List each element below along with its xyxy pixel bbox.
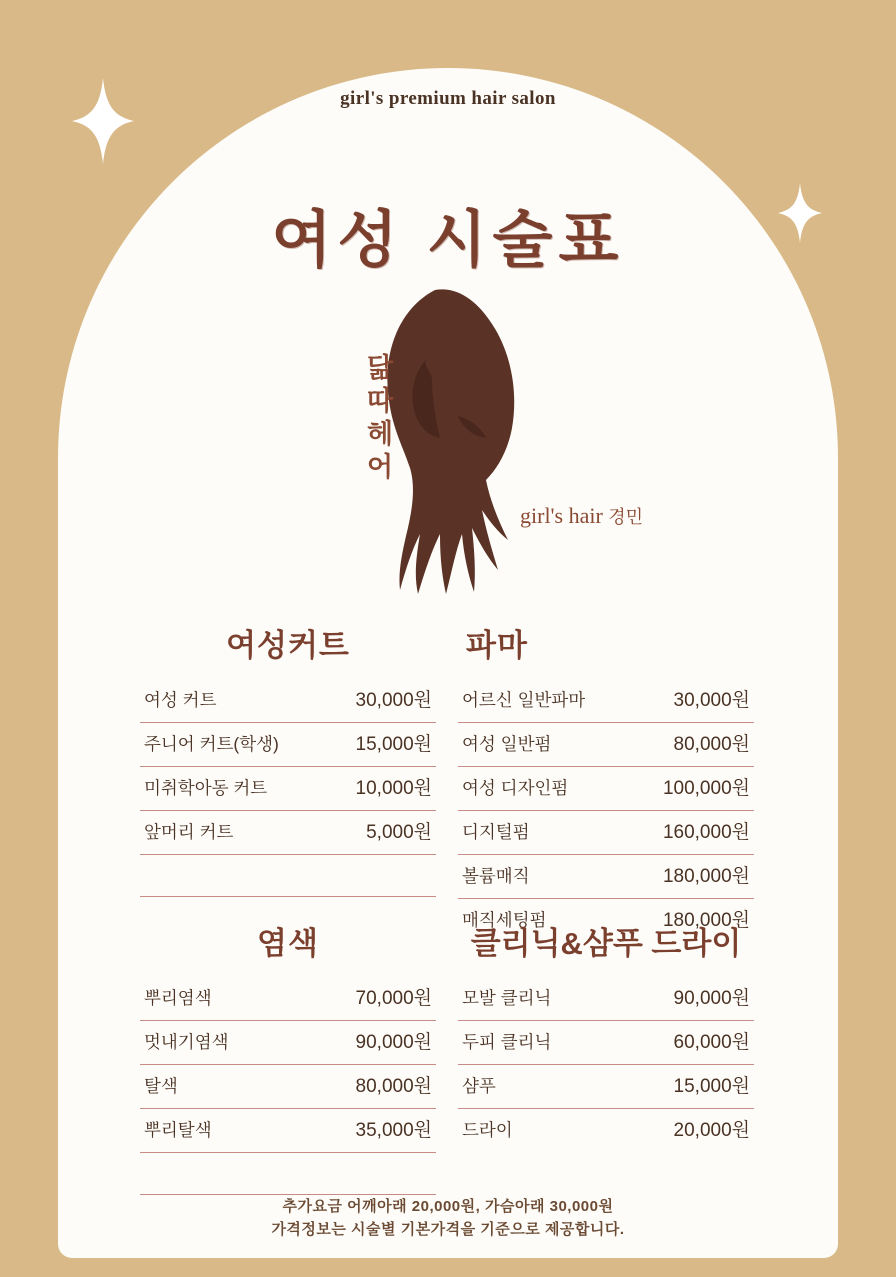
table-row bbox=[140, 1109, 436, 1153]
item-price: 90,000원 bbox=[673, 988, 750, 1009]
table-row bbox=[140, 767, 436, 811]
item-price: 60,000원 bbox=[673, 1032, 750, 1053]
table-row bbox=[458, 811, 754, 855]
table-row bbox=[140, 723, 436, 767]
table-row bbox=[458, 723, 754, 767]
item-price: 30,000원 bbox=[673, 690, 750, 711]
item-name: 어르신 일반파마 bbox=[462, 690, 586, 710]
item-price: 15,000원 bbox=[673, 1076, 750, 1097]
item-name: 여성 디자인펌 bbox=[462, 778, 569, 798]
section-color bbox=[140, 918, 436, 1195]
tagline: girl's premium hair salon bbox=[340, 88, 556, 109]
brand-char-4: 어 bbox=[366, 451, 394, 482]
table-row bbox=[140, 977, 436, 1021]
table-row bbox=[458, 1021, 754, 1065]
brand-char-3: 헤 bbox=[366, 418, 394, 449]
item-name: 두피 클리닉 bbox=[462, 1032, 552, 1052]
brand-vertical-name bbox=[360, 352, 400, 484]
item-price: 180,000원 bbox=[662, 866, 750, 887]
item-name: 볼륨매직 bbox=[462, 866, 530, 886]
item-name: 모발 클리닉 bbox=[462, 988, 552, 1008]
item-price: 160,000원 bbox=[662, 822, 750, 843]
item-name: 여성 일반펌 bbox=[462, 734, 552, 754]
item-name: 탈색 bbox=[144, 1076, 178, 1096]
item-price: 5,000원 bbox=[366, 822, 432, 843]
brand-char-1: 닮 bbox=[366, 353, 394, 383]
item-price: 35,000원 bbox=[355, 1120, 432, 1141]
page-title: 여성 시술표 bbox=[271, 206, 625, 275]
section-title-color: 염색 bbox=[257, 926, 319, 961]
table-row bbox=[458, 1109, 754, 1153]
footer-note-disclaimer: 가격정보는 시술별 기본가격을 기준으로 제공합니다. bbox=[271, 1220, 625, 1238]
item-name: 샴푸 bbox=[462, 1076, 496, 1096]
section-title-clinic: 클리닉&샴푸 드라이 bbox=[470, 926, 742, 961]
item-name: 뿌리탈색 bbox=[144, 1120, 212, 1140]
item-price: 20,000원 bbox=[673, 1120, 750, 1141]
table-row-blank bbox=[140, 855, 436, 897]
item-name: 미취학아동 커트 bbox=[144, 778, 268, 798]
section-title-cut: 여성커트 bbox=[226, 628, 350, 663]
brand-subtitle bbox=[520, 503, 643, 529]
item-name: 디지털펌 bbox=[462, 822, 530, 842]
brand-subtitle-kr: 경민 bbox=[608, 507, 644, 527]
section-clinic bbox=[458, 918, 754, 1153]
item-price: 80,000원 bbox=[355, 1076, 432, 1097]
item-price: 100,000원 bbox=[662, 778, 750, 799]
table-row bbox=[458, 855, 754, 899]
item-name: 주니어 커트(학생) bbox=[144, 734, 279, 754]
item-name: 드라이 bbox=[462, 1120, 513, 1140]
item-price: 30,000원 bbox=[355, 690, 432, 711]
table-row bbox=[140, 811, 436, 855]
item-name: 멋내기염색 bbox=[144, 1032, 229, 1052]
table-row bbox=[140, 679, 436, 723]
table-row-blank bbox=[140, 1153, 436, 1195]
table-row bbox=[458, 977, 754, 1021]
item-name: 앞머리 커트 bbox=[144, 822, 234, 842]
item-price: 70,000원 bbox=[355, 988, 432, 1009]
section-perm bbox=[458, 620, 754, 943]
item-price: 80,000원 bbox=[673, 734, 750, 755]
table-row bbox=[458, 767, 754, 811]
section-title-perm: 파마 bbox=[466, 628, 528, 663]
item-price: 180,000원 bbox=[662, 910, 750, 931]
item-name: 뿌리염색 bbox=[144, 988, 212, 1008]
brand-subtitle-en: girl's hair bbox=[520, 503, 609, 528]
item-price: 10,000원 bbox=[355, 778, 432, 799]
table-row bbox=[458, 1065, 754, 1109]
table-row bbox=[140, 1065, 436, 1109]
brand-char-2: 따 bbox=[366, 385, 394, 416]
footer-notes bbox=[0, 1195, 896, 1242]
table-row bbox=[140, 1021, 436, 1065]
item-price: 90,000원 bbox=[355, 1032, 432, 1053]
item-name: 여성 커트 bbox=[144, 690, 217, 710]
footer-note-surcharge: 추가요금 어깨아래 20,000원, 가슴아래 30,000원 bbox=[282, 1197, 614, 1215]
item-price: 15,000원 bbox=[355, 734, 432, 755]
table-row bbox=[458, 679, 754, 723]
section-cut bbox=[140, 620, 436, 897]
item-name: 매직세팅펌 bbox=[462, 910, 547, 930]
